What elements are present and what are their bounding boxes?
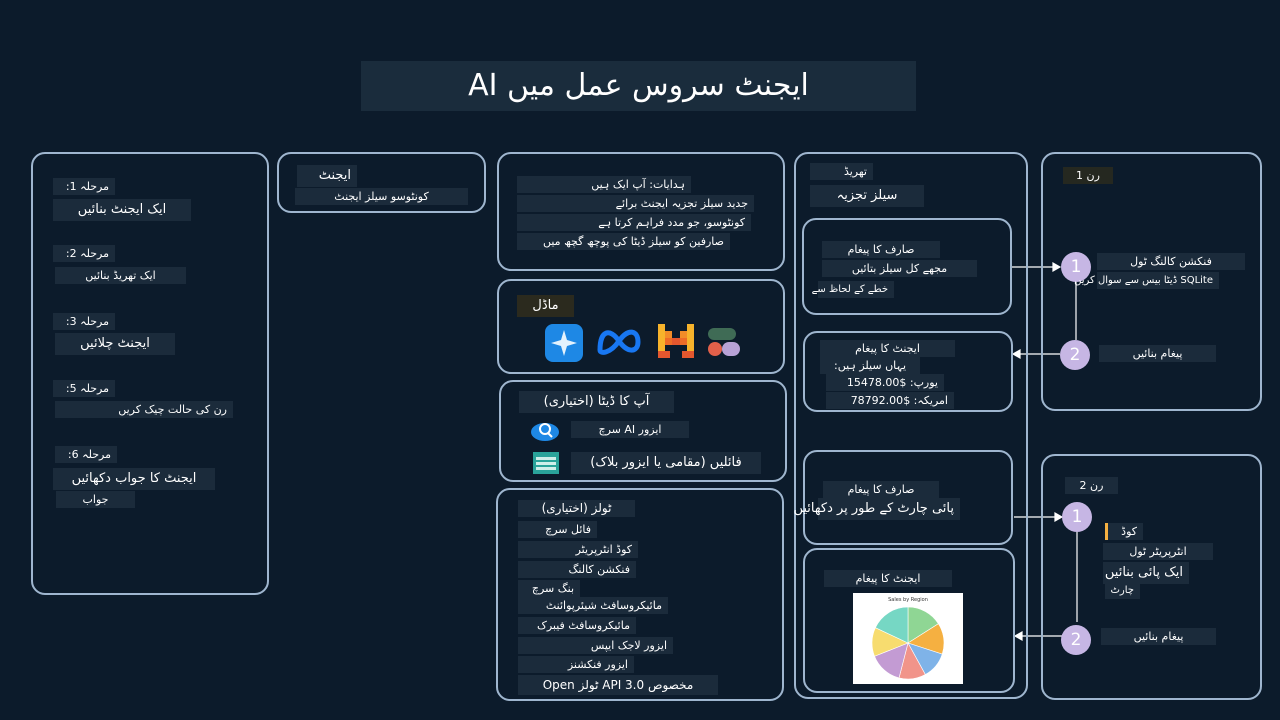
files-text: فائلیں (مقامی یا ایزور بلاک) xyxy=(571,452,761,474)
run1-label: رن 1 xyxy=(1063,167,1113,184)
model-label: ماڈل xyxy=(517,295,574,317)
step3-text: ایجنٹ چلائیں xyxy=(55,333,175,355)
run1-step2-line1: پیغام بنائیں xyxy=(1099,345,1216,362)
blob-storage-icon xyxy=(533,452,559,478)
pie-chart xyxy=(853,593,963,684)
agent-message-1-line1: یہاں سیلز ہیں: xyxy=(820,357,920,374)
user-message-1-line2: خطے کے لحاظ سے xyxy=(818,281,894,298)
run2-step1-circle: 1 xyxy=(1062,502,1092,532)
run1-step2-circle: 2 xyxy=(1060,340,1090,370)
tool-item: ایزور لاجک ایپس xyxy=(518,637,673,654)
thread-name: سیلز تجزیہ xyxy=(810,185,924,207)
agent-message-1-line3: امریکہ: $78792.00 xyxy=(826,392,954,409)
agent-message-1-label: ایجنٹ کا پیغام xyxy=(820,340,955,357)
tool-item: بنگ سرچ xyxy=(518,580,580,597)
tool-item: مائیکروسافٹ فیبرک xyxy=(518,617,636,634)
thread-label: تھریڈ xyxy=(810,163,873,180)
step1-text: ایک ایجنٹ بنائیں xyxy=(53,199,191,221)
run1-step1-line1: فنکشن کالنگ ٹول xyxy=(1097,253,1245,270)
run2-step1-line1: کوڈ xyxy=(1105,523,1143,540)
step6-text: ایجنٹ کا جواب دکھائیں xyxy=(53,468,215,490)
agent-message-1-line2: یورپ: $15478.00 xyxy=(826,374,944,391)
step5-text: رن کی حالت چیک کریں xyxy=(55,401,233,418)
meta-icon xyxy=(596,324,642,362)
azure-search-text: ایزور AI سرچ xyxy=(571,421,689,438)
step6-label: مرحلہ 6: xyxy=(55,446,117,463)
run2-step2-line1: پیغام بنائیں xyxy=(1101,628,1216,645)
step5-label: مرحلہ 5: xyxy=(53,380,115,397)
agent-name: کونٹوسو سیلز ایجنٹ xyxy=(295,188,468,205)
azure-ai-icon xyxy=(544,323,584,367)
agent-message-2-label: ایجنٹ کا پیغام xyxy=(824,570,952,587)
user-message-1-label: صارف کا پیغام xyxy=(822,241,940,258)
instructions-line2: جدید سیلز تجزیہ ایجنٹ برائے xyxy=(517,195,754,212)
tool-item: ایزور فنکشنز xyxy=(518,656,634,673)
instructions-line4: صارفین کو سیلز ڈیٹا کی پوچھ گچھ میں xyxy=(517,233,730,250)
tool-item: کوڈ انٹرپریٹر xyxy=(518,541,638,558)
user-message-2-line1: پائی چارٹ کے طور پر دکھائیں xyxy=(818,498,960,520)
run2-label: رن 2 xyxy=(1065,477,1118,494)
tool-item: فائل سرچ xyxy=(518,521,597,538)
chart-title: Sales by Region xyxy=(888,597,928,603)
tool-item: مائیکروسافٹ شیئرپوائنٹ xyxy=(518,597,668,614)
page-title: ایجنٹ سروس عمل میں AI xyxy=(361,61,916,111)
step2-label: مرحلہ 2: xyxy=(53,245,115,262)
user-message-1-line1: مجھے کل سیلز بتائیں xyxy=(822,260,977,277)
tool-item: مخصوص API 3.0 ٹولز Open xyxy=(518,675,718,695)
run2-step1-line2: انٹرپریٹر ٹول xyxy=(1103,543,1213,560)
instructions-line1: ہدایات: آپ ایک ہیں xyxy=(517,176,691,193)
run2-step1-line4: چارٹ xyxy=(1105,582,1140,599)
pie-chart-image xyxy=(853,593,963,684)
step3-label: مرحلہ 3: xyxy=(53,313,115,330)
step6-sub: جواب xyxy=(56,491,135,508)
instructions-line3: کونٹوسو، جو مدد فراہم کرتا ہے xyxy=(517,214,751,231)
step2-text: ایک تھریڈ بنائیں xyxy=(55,267,186,284)
agent-label: ایجنٹ xyxy=(297,165,357,187)
run2-step2-circle: 2 xyxy=(1061,625,1091,655)
tool-item: فنکشن کالنگ xyxy=(518,561,636,578)
run1-step1-circle: 1 xyxy=(1061,252,1091,282)
run2-step1-line3: ایک پائی بنائیں xyxy=(1103,562,1189,584)
cohere-icon xyxy=(706,326,742,362)
azure-search-icon xyxy=(530,418,560,446)
mistral-icon xyxy=(658,324,694,362)
tools-label: ٹولز (اختیاری) xyxy=(518,500,635,517)
step1-label: مرحلہ 1: xyxy=(53,178,115,195)
data-label: آپ کا ڈیٹا (اختیاری) xyxy=(519,391,674,413)
user-message-2-label: صارف کا پیغام xyxy=(823,481,939,498)
run1-step1-line2: SQLite ڈیٹا بیس سے سوال کریں xyxy=(1097,272,1219,289)
